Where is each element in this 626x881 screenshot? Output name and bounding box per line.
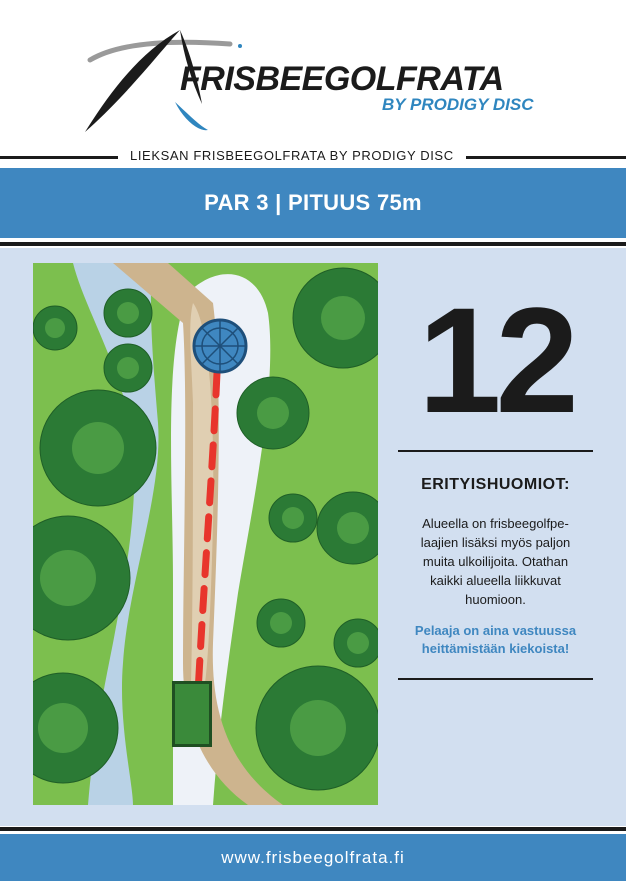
- notes-heading: ERITYISHUOMIOT:: [421, 476, 570, 493]
- divider-footer: [0, 827, 626, 831]
- disc-golf-basket-icon: [191, 317, 249, 375]
- course-name: LIEKSAN FRISBEEGOLFRATA BY PRODIGY DISC: [118, 148, 466, 163]
- par-and-length: PAR 3 | PITUUS 75m: [204, 190, 422, 215]
- website-link[interactable]: www.frisbeegolfrata.fi: [221, 848, 405, 867]
- divider-header: [0, 242, 626, 246]
- tee-pad-icon: [172, 681, 212, 747]
- notes-warning: Pelaaja on aina vastuussa heittämistään kiekoista!: [414, 623, 577, 656]
- divider-notes-bottom: [398, 678, 593, 680]
- divider-notes-top: [398, 450, 593, 452]
- hole-number: 12: [418, 276, 573, 444]
- notes-body: Alueella on frisbeegolfpe- laajien lisäksi myös paljon muita ulkoilijoita. Otathan kaikki alueella liikkuvat huomioon.: [420, 516, 571, 607]
- brand-subtitle: BY PRODIGY DISC: [382, 95, 534, 114]
- brand-title: FRISBEEGOLFRATA: [180, 60, 504, 98]
